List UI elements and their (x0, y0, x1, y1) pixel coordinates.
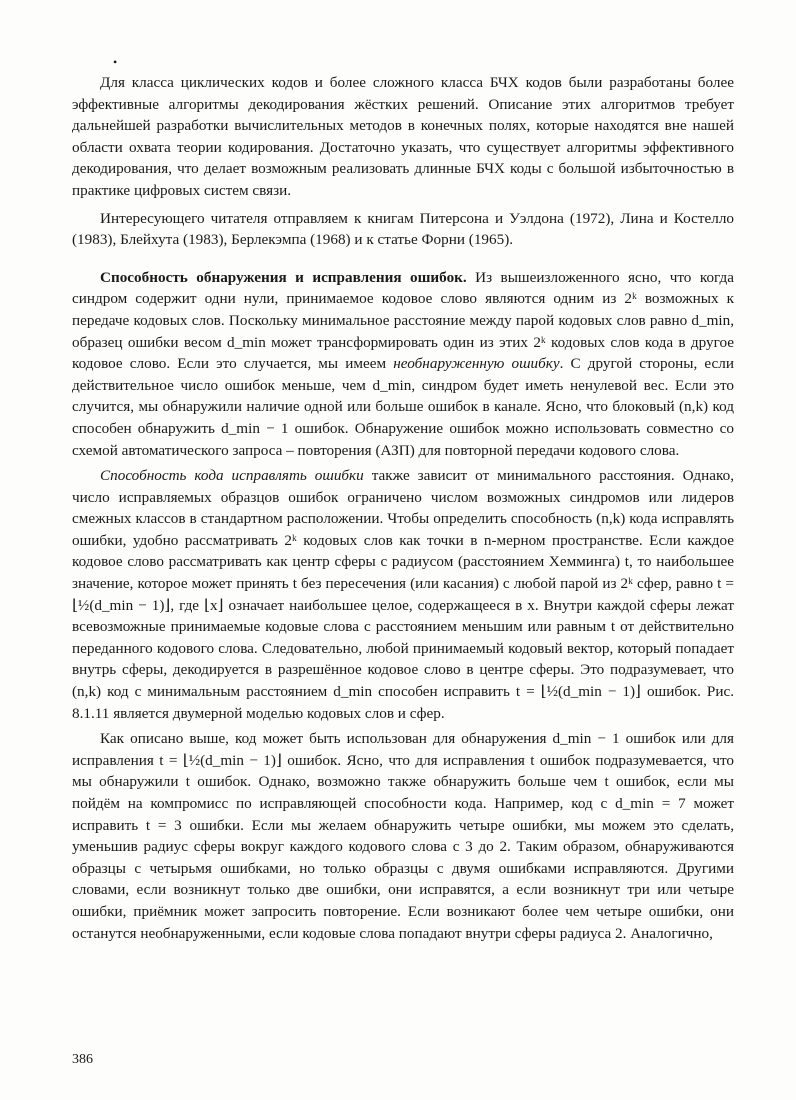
paragraph-3 (72, 267, 734, 461)
paragraph-4-text: также зависит от минимального расстояния. Однако, число исправляемых образцов ошибок ограничено числом возможных синдромов или лидеров смежных классов в стандартном расположении. Чтобы определить способность (n,k) кода исправлять ошибки, удобно рассматривать 2ᵏ кодовых слов как точки в n-мерном пространстве. Если каждое кодовое слово рассматривать как центр сферы с радиусом (расстоянием Хемминга) t, то наибольшее значение, которое может принять t без пересечения (или касания) с любой парой из 2ᵏ сфер, равно t = ⌊½(d_min − 1)⌋, где ⌊x⌋ означает наибольшее целое, содержащееся в x. Внутри каждой сферы лежат всевозможные принимаемые кодовые слова с расстоянием меньшим или равным t от действительно переданного кодового слова. Следовательно, любой принимаемый кодовый вектор, который попадает внутрь сферы, декодируется в разрешённое кодовое слово в центре сферы. Это подразумевает, что (n,k) код с минимальным расстоянием d_min способен исправить t = ⌊½(d_min − 1)⌋ ошибок. Рис. 8.1.11 является двумерной моделью кодовых слов и сфер. (72, 467, 734, 722)
paragraph-3-emphasis: необнаруженную ошибку (393, 355, 560, 373)
paragraph-2: Интересующего читателя отправляем к книгам Питерсона и Уэлдона (1972), Лина и Костелло (1983), Блейхута (1983), Берлекэмпа (1968) и к статье Форни (1965). (72, 209, 734, 249)
page-body (72, 72, 734, 944)
page-number: 386 (72, 1052, 93, 1067)
paragraph-1: Для класса циклических кодов и более сложного класса БЧХ кодов были разработаны более эффективные алгоритмы декодирования жёстких решений. Описание этих алгоритмов требует дальнейшей разработки вычислительных методов в конечных полях, которые находятся вне нашей области охвата теории кодирования. Достаточно указать, что существует алгоритмы эффективного декодирования, что делает возможным реализовать длинные БЧХ коды с большой избыточностью в практике цифровых систем связи. (72, 74, 734, 199)
paragraph-5: Как описано выше, код может быть использован для обнаружения d_min − 1 ошибок или для исправления t = ⌊½(d_min − 1)⌋ ошибок. Ясно, что для исправления t ошибок подразумевается, что мы обнаружили t ошибок. Однако, возможно также обнаружить больше чем t ошибок, если мы пойдём на компромисс по исправляющей способности кода. Например, код с d_min = 7 может исправить t = 3 ошибки. Если мы желаем обнаружить четыре ошибки, мы можем это сделать, уменьшив радиус сферы вокруг каждого кодового слова с 3 до 2. Таким образом, обнаруживаются образцы с четырьмя ошибками, но только образцы с двумя ошибками исправляются. Другими словами, если возникнут только две ошибки, они исправятся, а если возникнут три или четыре ошибки, приёмник может запросить повторение. Если возникают более чем четыре ошибки, они останутся необнаруженными, если кодовые слова попадают внутри сферы радиуса 2. Аналогично, (72, 730, 734, 942)
paragraph-3-text-1: Из вышеизложенного ясно, что когда синдром содержит одни нули, принимаемое кодовое слово являются одним из 2ᵏ возможных к передаче кодовых слов. Поскольку минимальное расстояние между парой кодовых слов равно d_min, образец ошибки весом d_min может трансформировать один из этих 2ᵏ кодовых слов кода в другое кодовое слово. Если это случается, мы имеем (72, 268, 734, 373)
scan-mark: • (113, 55, 118, 69)
paragraph-3-text-2: . С другой стороны, если действительное число ошибок меньше, чем d_min, синдром будет иметь ненулевой вес. Если это случится, мы обнаружили наличие одной или больше ошибок в канале. Ясно, что блоковый (n,k) код способен обнаружить d_min − 1 ошибок. Обнаружение ошибок можно использовать совместно со схемой автоматического запроса – повторения (АЗП) для повторной передачи кодового слова. (72, 355, 734, 459)
section-heading: Способность обнаружения и исправления ошибок. (100, 268, 467, 286)
paragraph-4 (72, 465, 734, 724)
paragraph-4-emphasis: Способность кода исправлять ошибки (100, 467, 364, 485)
